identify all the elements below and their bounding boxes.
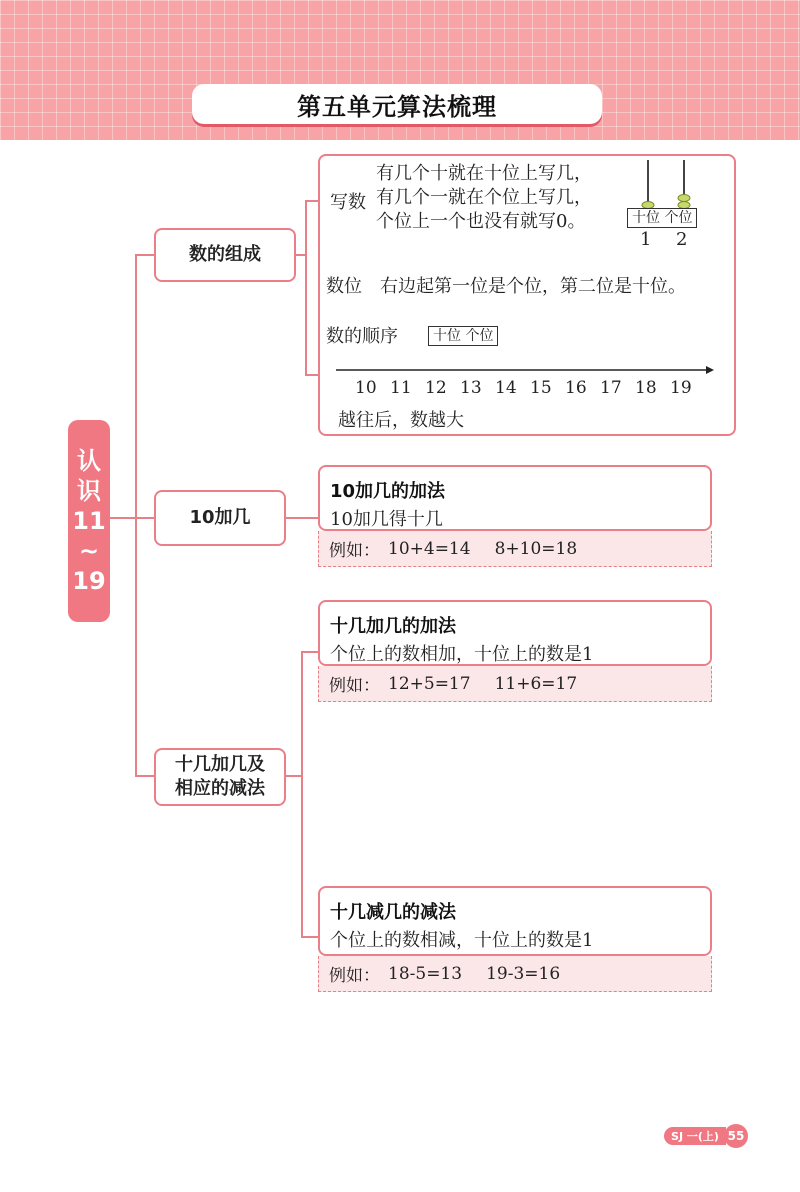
connector (305, 200, 319, 202)
tick-label: 16 (565, 378, 587, 398)
example-equation: 12+5=17 (388, 673, 471, 694)
ten-plus-card (318, 465, 712, 531)
order-place-label: 十位 个位 (428, 326, 498, 346)
example-prefix: 例如： (329, 676, 380, 696)
write-rule-line: 有几个一就在个位上写几， (376, 187, 592, 208)
root-char: ~ (78, 537, 100, 565)
connector (286, 775, 302, 777)
card-text: 10加几得十几 (330, 509, 443, 530)
connector (301, 651, 319, 653)
branch-number-composition: 数的组成 (154, 228, 296, 282)
tick-label: 15 (530, 378, 552, 398)
page-title: 第五单元算法梳理 (192, 84, 602, 124)
write-heading: 写数 (330, 192, 366, 213)
number-line (336, 364, 716, 376)
example-equation: 10+4=14 (388, 538, 471, 559)
tick-label: 17 (600, 378, 622, 398)
card-text: 个位上的数相减，十位上的数是1 (330, 930, 594, 951)
order-heading: 数的顺序 (326, 326, 398, 347)
connector (305, 200, 307, 376)
example-prefix: 例如： (329, 541, 380, 561)
connector (135, 775, 154, 777)
card-title: 十几减几的减法 (330, 902, 456, 923)
page-number: 55 (724, 1124, 748, 1148)
write-rules (376, 162, 592, 234)
connector (135, 517, 154, 519)
card-text: 个位上的数相加，十位上的数是1 (330, 644, 594, 665)
write-rule-line: 个位上一个也没有就写0。 (376, 211, 586, 232)
teen-add-card (318, 600, 712, 666)
root-char: 19 (72, 567, 106, 595)
root-char: 认 (77, 447, 101, 475)
tick-label: 13 (460, 378, 482, 398)
tick-label: 11 (390, 378, 412, 398)
card-title: 十几加几的加法 (330, 616, 456, 637)
tick-label: 10 (355, 378, 377, 398)
tick-label: 14 (495, 378, 517, 398)
connector (135, 254, 154, 256)
teen-add-example (318, 666, 712, 702)
root-topic-label (68, 420, 110, 622)
branch-label-line: 相应的减法 (175, 778, 265, 799)
connector (305, 374, 319, 376)
branch-teen-add-sub (154, 748, 286, 806)
ten-plus-example (318, 531, 712, 567)
example-equation: 18-5=13 (388, 963, 463, 984)
root-char: 11 (72, 507, 106, 535)
abacus-place-label: 十位 个位 (627, 208, 697, 228)
number-line-ticks (336, 378, 716, 400)
root-char: 识 (77, 477, 101, 505)
composition-card (318, 154, 736, 436)
branch-label-line: 十几加几及 (175, 754, 265, 775)
example-equation: 11+6=17 (494, 673, 578, 694)
tick-label: 19 (670, 378, 692, 398)
example-equation: 19-3=16 (486, 963, 561, 984)
teen-sub-card (318, 886, 712, 956)
place-text: 右边起第一位是个位，第二位是十位。 (380, 276, 686, 297)
card-title: 10加几的加法 (330, 481, 446, 502)
abacus-digit-ones: 2 (676, 229, 688, 250)
example-prefix: 例如： (329, 966, 380, 986)
tick-label: 18 (635, 378, 657, 398)
connector (301, 936, 319, 938)
connector (286, 517, 319, 519)
footer-book-label: SJ 一(上) (664, 1127, 726, 1145)
abacus-digit-tens: 1 (640, 229, 652, 250)
connector (301, 651, 303, 938)
branch-ten-plus: 10加几 (154, 490, 286, 546)
place-heading: 数位 (326, 276, 362, 297)
tick-label: 12 (425, 378, 447, 398)
example-equation: 8+10=18 (494, 538, 578, 559)
write-rule-line: 有几个十就在十位上写几， (376, 163, 592, 184)
order-note: 越往后，数越大 (338, 410, 464, 431)
connector (110, 517, 136, 519)
connector (135, 254, 137, 776)
teen-sub-example (318, 956, 712, 992)
